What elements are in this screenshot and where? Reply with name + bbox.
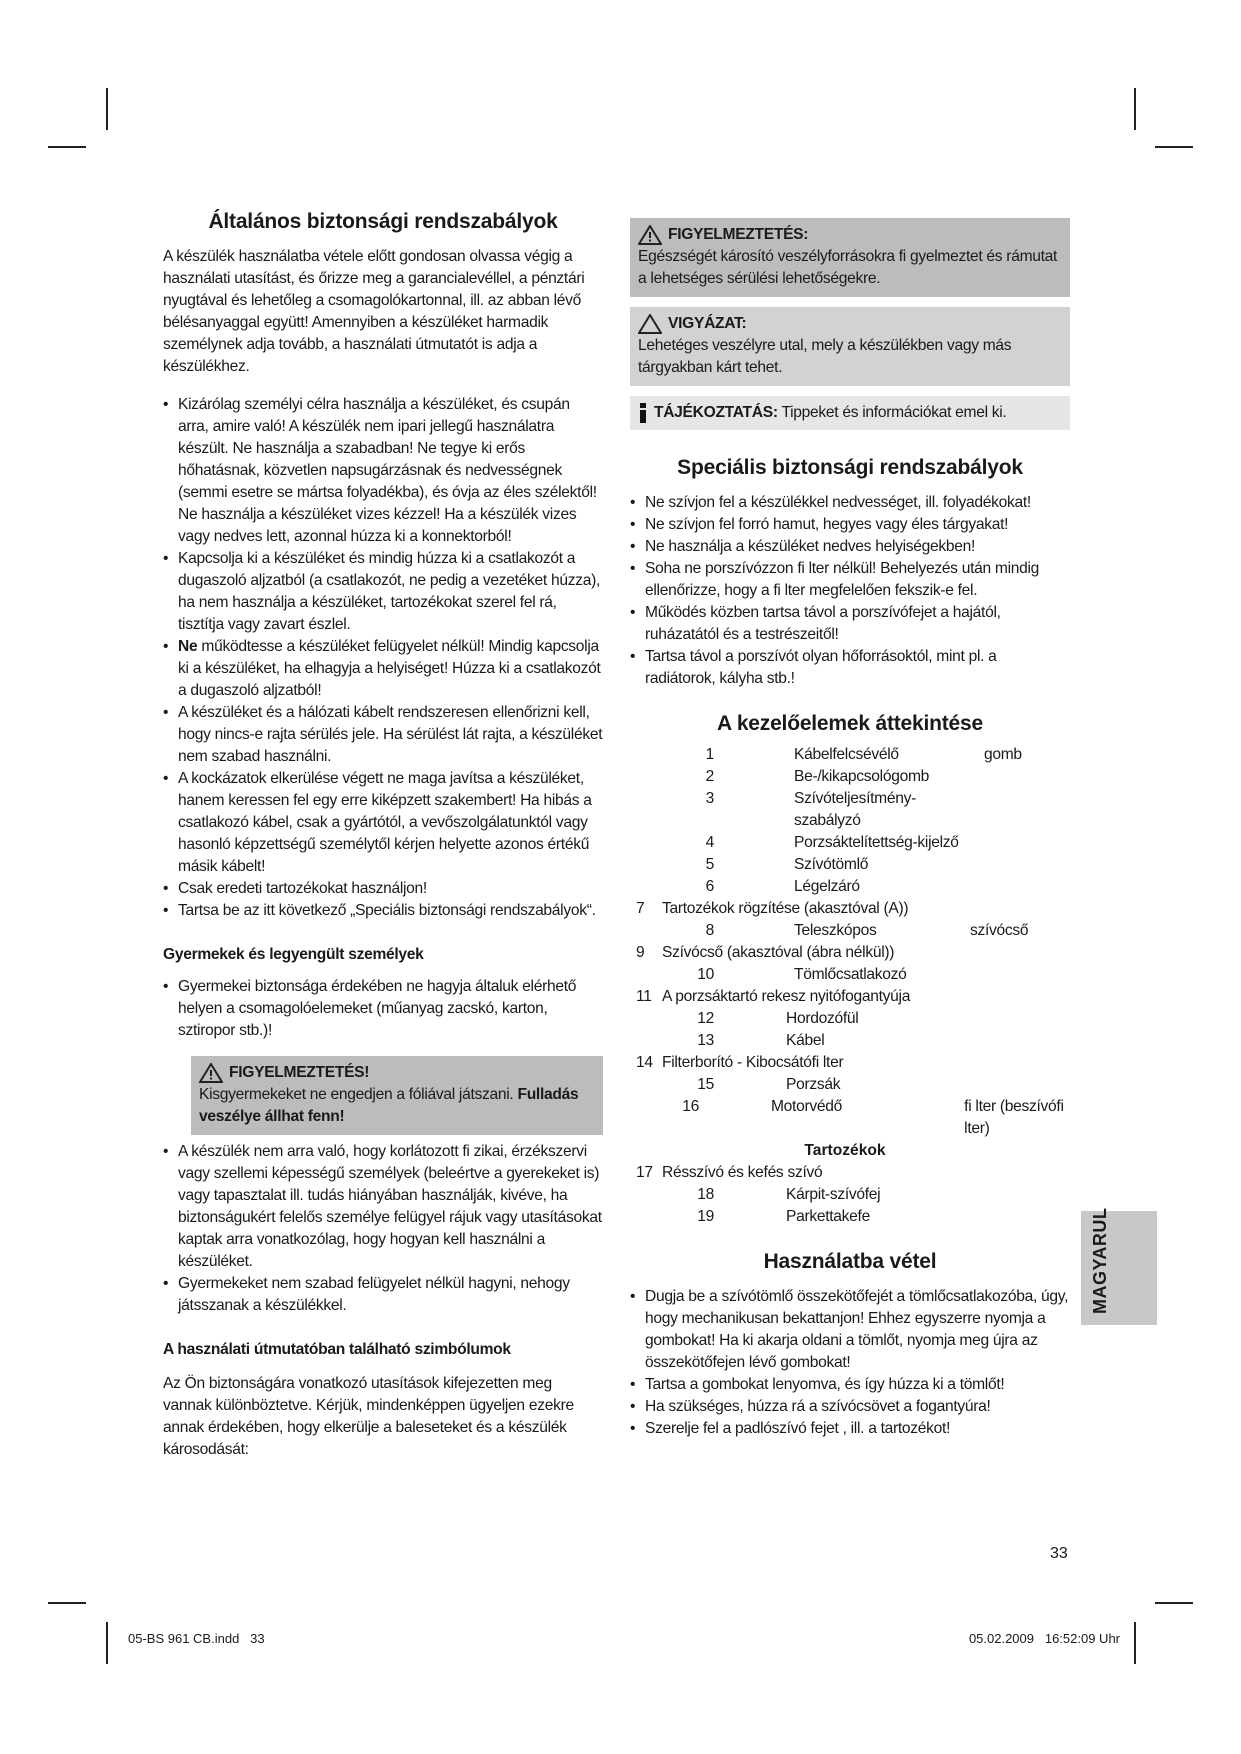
children-list-2 (163, 1141, 603, 1317)
warning-bold-text: Fulladás veszélye állhat fenn! (199, 1086, 579, 1125)
bold-word: Ne (178, 638, 198, 655)
children-heading: Gyermekek és legyengült személyek (163, 946, 424, 963)
control-label: Teleszkópos (794, 922, 877, 939)
control-row (630, 854, 1070, 876)
control-number: 4 (705, 834, 714, 851)
list-item: • A készüléket és a hálózati kábelt rendszeresen ellenőrizni kell, hogy nincs-e rajta sérülés jele. Ha sérülést lát rajta, a készüléket nem szabad használni. (163, 702, 603, 768)
list-item: • Csak eredeti tartozékokat használjon! (163, 878, 603, 900)
control-label-extra: gomb (984, 746, 1022, 763)
control-row (630, 832, 1070, 854)
control-label: Szívótömlő (794, 856, 869, 873)
control-label: Motorvédő (770, 1098, 842, 1115)
control-label: Résszívó és kefés szívó (662, 1164, 823, 1181)
info-icon (638, 403, 648, 423)
control-number: 5 (705, 856, 714, 873)
crop-mark (1155, 1602, 1193, 1604)
control-number: 7 (636, 900, 645, 917)
control-label: Kábel (786, 1032, 825, 1049)
list-item: • Tartsa a gombokat lenyomva, és így húzza ki a tömlőt! (630, 1374, 1070, 1396)
control-number: 3 (705, 790, 714, 807)
warning-box (191, 1056, 603, 1135)
control-row (630, 1184, 1070, 1206)
children-list (163, 976, 603, 1042)
control-number: 14 (636, 1054, 653, 1071)
warning-title-row (638, 224, 1062, 246)
info-legend-title: TÁJÉKOZTATÁS: (654, 404, 778, 421)
control-label: Filterborító - Kibocsátófi lter (662, 1054, 844, 1071)
control-number: 1 (705, 746, 714, 763)
intro-paragraph: A készülék használatba vétele előtt gondosan olvassa végig a használati utasítást, és őrizze meg a garancialevéllel, a pénztári nyugtával és lehetőleg a csomagolókartonnal, ill. az abban lévő bélésanyaggal együtt! Amennyiben a készüléket harmadik személynek adja tovább, a használati útmutatót is adja a készülékhez. (163, 248, 585, 375)
control-number: 13 (697, 1032, 714, 1049)
warning-legend-text: Egészségét károsító veszélyforrásokra fi gyelmeztet és rámutat a lehetséges sérülési lehetőségekre. (638, 248, 1058, 287)
page-number: 33 (1050, 1545, 1068, 1562)
control-number: 10 (697, 966, 714, 983)
control-label: Tartozékok rögzítése (akasztóval (A)) (662, 900, 909, 917)
control-number: 19 (697, 1208, 714, 1225)
control-label: Porzsák (786, 1076, 841, 1093)
control-row (630, 964, 1070, 986)
symbols-paragraph: Az Ön biztonságára vonatkozó utasítások kifejezetten meg vannak különböztetve. Kérjük, mindenképpen ügyeljen ezekre annak érdekében, hogy elkerülje a baleseteket és a készülék károsodását: (163, 1375, 574, 1458)
control-number: 16 (682, 1098, 699, 1115)
control-number: 6 (705, 878, 714, 895)
list-item: • Gyermekeket nem szabad felügyelet nélkül hagyni, nehogy játsszanak a készülékkel. (163, 1273, 603, 1317)
general-safety-title: Általános biztonsági rendszabályok (208, 210, 558, 233)
control-label-extra: szívócső (970, 922, 1029, 939)
control-row (630, 1206, 1070, 1228)
use-title: Használatba vétel (763, 1250, 937, 1273)
caution-box-legend (630, 307, 1070, 386)
warning-box-legend (630, 218, 1070, 297)
list-item: • Tartsa be az itt következő „Speciális biztonsági rendszabályok“. (163, 900, 603, 922)
control-number: 9 (636, 944, 645, 961)
list-item: • Kapcsolja ki a készüléket és mindig húzza ki a csatlakozót a dugaszoló aljzatból (a csatlakozót, ne pedig a vezetéket húzza), ha nem használja a készüléket, tartozékokat szerel fel rá, tisztítja vagy zavart észlel. (163, 548, 603, 636)
control-row (630, 1096, 1070, 1140)
accessories-label: Tartozékok (804, 1142, 886, 1159)
use-list (630, 1286, 1070, 1440)
footer-right: 05.02.2009 16:52:09 Uhr (968, 1631, 1120, 1646)
control-row (630, 876, 1070, 898)
list-item: • Ne szívjon fel forró hamut, hegyes vagy éles tárgyakat! (630, 514, 1070, 536)
control-label: Szívóteljesítmény-szabályzó (794, 790, 916, 829)
warning-legend-title: FIGYELMEZTETÉS: (668, 226, 809, 243)
info-box-legend (630, 396, 1070, 430)
caution-legend-title: VIGYÁZAT: (668, 315, 747, 332)
list-item: • Gyermekei biztonsága érdekében ne hagyja általuk elérhető helyen a csomagolóelemeket (műanyag zacskó, karton, sztiropor stb.)! (163, 976, 603, 1042)
controls-list (630, 744, 1070, 1140)
controls-title: A kezelőelemek áttekintése (717, 712, 983, 735)
control-label: Parkettakefe (786, 1208, 870, 1225)
caution-legend-text: Lehetéges veszélyre utal, mely a készülékben vagy más tárgyakban kárt tehet. (638, 337, 1012, 376)
control-row (630, 942, 1070, 964)
control-label: Légelzáró (794, 878, 860, 895)
list-item (163, 636, 603, 702)
control-number: 12 (697, 1010, 714, 1027)
warning-triangle-icon (638, 225, 662, 245)
symbols-heading: A használati útmutatóban található szimbólumok (163, 1341, 511, 1358)
warning-text: Kisgyermekeket ne engedjen a fóliával játszani. (199, 1086, 514, 1103)
control-number: 11 (636, 988, 652, 1005)
control-label: Hordozófül (786, 1010, 859, 1027)
control-row (630, 1008, 1070, 1030)
control-number: 18 (697, 1186, 714, 1203)
info-legend-text: Tippeket és információkat emel ki. (781, 404, 1007, 421)
language-tab-label: MAGYARUL (1090, 1207, 1110, 1314)
crop-mark (1134, 88, 1136, 130)
control-row (630, 766, 1070, 788)
warning-title: FIGYELMEZTETÉS! (229, 1064, 370, 1081)
right-column (630, 218, 1070, 1440)
list-item: • Működés közben tartsa távol a porszívófejet a hajától, ruházatától és a testrészeitől! (630, 602, 1070, 646)
control-label: Szívócső (akasztóval (ábra nélkül)) (662, 944, 895, 961)
list-item: • Ne használja a készüléket nedves helyiségekben! (630, 536, 1070, 558)
warning-triangle-icon (199, 1063, 223, 1083)
control-label: Be-/kikapcsológomb (794, 768, 930, 785)
caution-title-row (638, 313, 1062, 335)
list-item: • Ha szükséges, húzza rá a szívócsövet a fogantyúra! (630, 1396, 1070, 1418)
control-label-extra: fi lter (beszívófi lter) (964, 1098, 1064, 1137)
list-item: • Tartsa távol a porszívót olyan hőforrásoktól, mint pl. a radiátorok, kályha stb.! (630, 646, 1070, 690)
list-item: • Kizárólag személyi célra használja a készüléket, és csupán arra, amire való! A készülék nem ipari jellegű használatra készült. Ne használja a szabadban! Ne tegye ki erős hőhatásnak, közvetlen napsugárzásnak és nedvességnek (semmi esetre se mártsa folyadékba), és óvja az éles szélektől! Ne használja a készüléket vizes kézzel! Ha a készülék vizes vagy nedves lett, azonnal húzza ki a konnektorból! (163, 394, 603, 548)
control-number: 8 (705, 922, 714, 939)
crop-mark (106, 88, 108, 130)
accessories-list (630, 1162, 1070, 1228)
list-item: • Szerelje fel a padlószívó fejet , ill. a tartozékot! (630, 1418, 1070, 1440)
special-safety-list (630, 492, 1070, 690)
control-row (630, 1030, 1070, 1052)
control-row (630, 1074, 1070, 1096)
crop-mark (48, 1602, 86, 1604)
control-row (630, 744, 1070, 766)
footer-left: 05-BS 961 CB.indd 33 (128, 1631, 265, 1646)
control-row (630, 920, 1070, 942)
crop-mark (106, 1622, 108, 1664)
control-label: Tömlőcsatlakozó (794, 966, 907, 983)
special-safety-title: Speciális biztonsági rendszabályok (677, 456, 1023, 479)
caution-triangle-icon (638, 314, 662, 334)
crop-mark (1134, 1622, 1136, 1664)
control-row (630, 898, 1070, 920)
control-label: Kábelfelcsévélő (794, 746, 899, 763)
control-row (630, 788, 1070, 832)
crop-mark (1155, 146, 1193, 148)
list-item: • Ne szívjon fel a készülékkel nedvességet, ill. folyadékokat! (630, 492, 1070, 514)
list-item-text: működtesse a készüléket felügyelet nélkül! Mindig kapcsolja ki a készüléket, ha elhagyja a helyiséget! Húzza ki a csatlakozót a dugaszoló aljzatból! (178, 638, 601, 699)
control-label: Porzsáktelítettség-kijelző (794, 834, 959, 851)
list-item: • A készülék nem arra való, hogy korlátozott fi zikai, érzékszervi vagy szellemi képességű személyek (beleértve a gyerekeket is) vagy tapasztalat ill. tudás hiányában használják, kivéve, ha biztonságukért felelős személye felügyel rájuk vagy utasításokat kaptak arra vonatkozólag, hogy hogyan kell használni a készüléket. (163, 1141, 603, 1273)
control-row (630, 1052, 1070, 1074)
list-item: • Soha ne porszívózzon fi lter nélkül! Behelyezés után mindig ellenőrizze, hogy a fi lter megfelelően fekszik-e fel. (630, 558, 1070, 602)
left-column (163, 210, 603, 1461)
control-label: A porzsáktartó rekesz nyitófogantyúja (662, 988, 911, 1005)
control-number: 15 (697, 1076, 714, 1093)
control-label: Kárpit-szívófej (786, 1186, 881, 1203)
warning-title-row (199, 1062, 595, 1084)
control-row (630, 986, 1070, 1008)
general-safety-list (163, 394, 603, 922)
crop-mark (48, 146, 86, 148)
control-number: 2 (705, 768, 714, 785)
control-number: 17 (636, 1164, 653, 1181)
list-item: • Dugja be a szívótömlő összekötőfejét a tömlőcsatlakozóba, úgy, hogy mechanikusan bekattanjon! Ehhez egyszerre nyomja a gombokat! Ha ki akarja oldani a tömlőt, nyomja meg újra az összekötőfejen lévő gombokat! (630, 1286, 1070, 1374)
list-item: • A kockázatok elkerülése végett ne maga javítsa a készüléket, hanem keressen fel egy erre kiképzett szakembert! Ha hibás a csatlakozó kábel, csak a gyártótól, a vevőszolgálatunktól vagy hasonló képzettségű személytől kérjen helyette azonos értékű másik kábelt! (163, 768, 603, 878)
control-row (630, 1162, 1070, 1184)
